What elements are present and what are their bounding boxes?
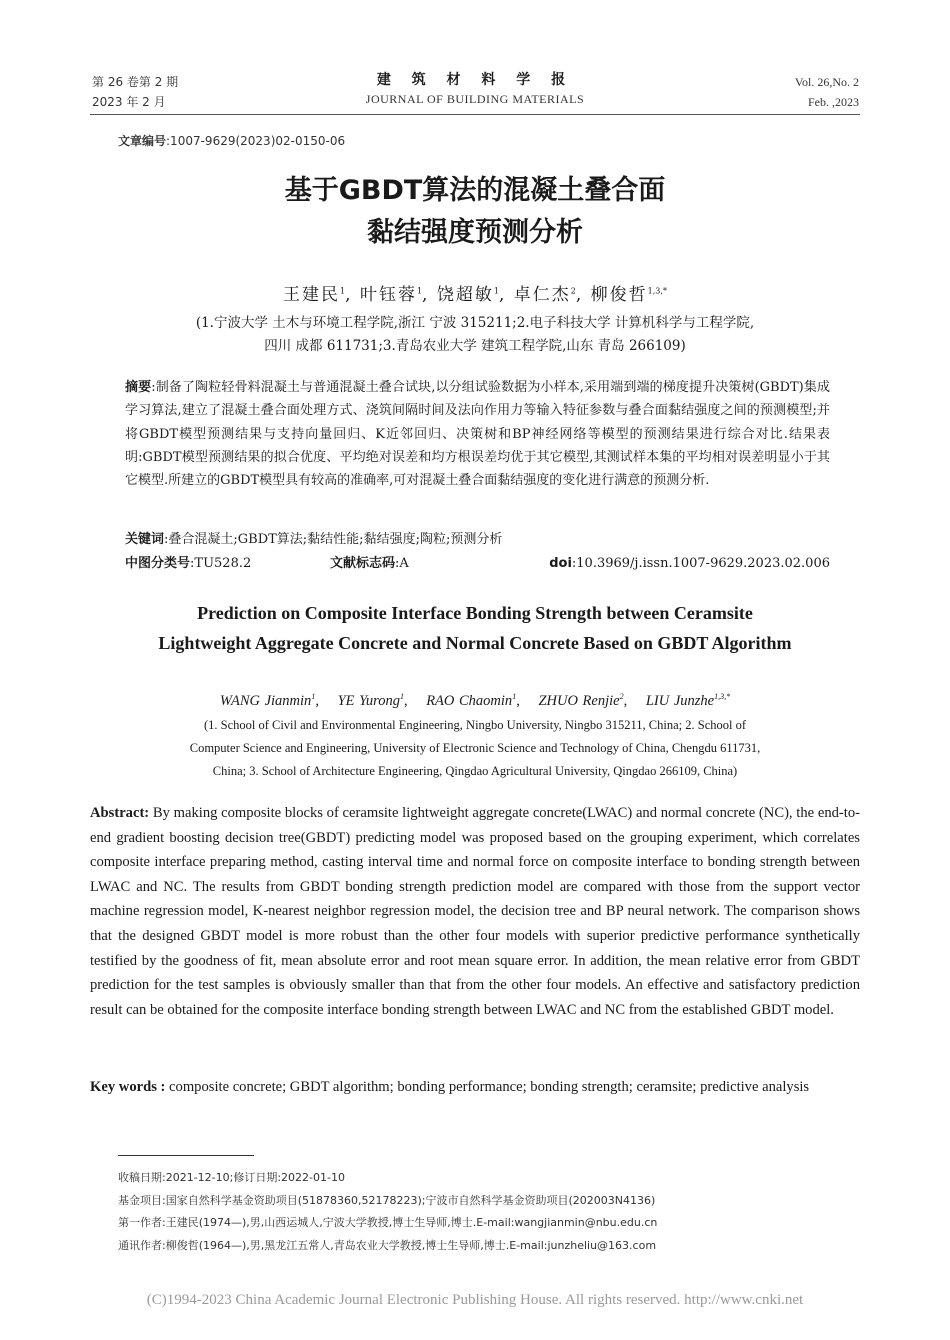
authors-cn xyxy=(0,278,950,308)
header-issue-info-en xyxy=(795,72,859,112)
author-en: ZHUO Renjie$^2$, xyxy=(538,692,628,709)
affiliation-cn-line: 四川 成都 611731;3.青岛农业大学 建筑工程学院,山东 青岛 266109) xyxy=(264,338,686,354)
keywords-en xyxy=(90,1075,860,1100)
abstract-cn-text: :制备了陶粒轻骨料混凝土与普通混凝土叠合试块,以分组试验数据为小样本,采用端到端的梯度提升决策树(GBDT)集成学习算法,建立了混凝土叠合面处理方式、浇筑间隔时间及法向作用力等输入特征参数与叠合面黏结强度之间的预测模型;并将GBDT模型预测结果与支持向量回归、K近邻回归、决策树和BP神经网络等模型的预测结果进行综合对比.结果表明:GBDT模型预测结果的拟合优度、平均绝对误差和均方根误差均优于其它模型,其测试样本集的平均相对误差明显小于其它模型.所建立的GBDT模型具有较高的准确率,可对混凝土叠合面黏结强度的变化进行满意的预测分析. xyxy=(125,380,830,489)
author-cn: 饶超敏$^1$, xyxy=(436,284,507,305)
footnote-divider xyxy=(118,1155,254,1156)
abstract-en-label: Abstract: xyxy=(90,805,150,821)
header-volume-en: Vol. 26,No. 2 xyxy=(794,75,859,89)
title-cn xyxy=(0,170,950,254)
abstract-cn xyxy=(125,376,830,492)
author-en: WANG Jianmin$^1$, xyxy=(219,692,319,709)
keywords-cn-label: 关键词 xyxy=(125,532,165,547)
footnotes xyxy=(118,1167,858,1257)
footnote-corresponding-author: 通讯作者:柳俊哲(1964—),男,黑龙江五常人,青岛农业大学教授,博士生导师,博士.E-mail:junzheliu@163.com xyxy=(118,1238,657,1252)
keywords-en-label: Key words : xyxy=(90,1079,166,1095)
title-en-line2: Lightweight Aggregate Concrete and Normal Concrete Based on GBDT Algorithm xyxy=(158,633,792,653)
footnote-funding: 基金项目:国家自然科学基金资助项目(51878360,52178223);宁波市自然科学基金资助项目(202003N4136) xyxy=(118,1193,656,1207)
footnote-received: 收稿日期:2021-12-10;修订日期:2022-01-10 xyxy=(118,1171,345,1184)
keywords-en-text: composite concrete; GBDT algorithm; bonding performance; bonding strength; ceramsite; predictive analysis xyxy=(165,1079,810,1095)
author-cn: 卓仁杰$^2$, xyxy=(513,284,584,305)
footnote-first-author: 第一作者:王建民(1974—),男,山西运城人,宁波大学教授,博士生导师,博士.E-mail:wangjianmin@nbu.edu.cn xyxy=(118,1216,658,1229)
copyright-notice: (C)1994-2023 China Academic Journal Electronic Publishing House. All rights reserved. http://www.cnki.net xyxy=(146,1292,804,1308)
header-date-en: Feb. ,2023 xyxy=(808,95,859,109)
journal-name-cn: 建 筑 材 料 学 报 xyxy=(376,72,574,88)
author-en: LIU Junzhe$^{1,3,*}$ xyxy=(645,692,731,709)
abstract-en xyxy=(90,801,860,1022)
abstract-en-text: By making composite blocks of ceramsite lightweight aggregate concrete(LWAC) and normal concrete (NC), the end-to-end gradient boosting decision tree(GBDT) predicting model was proposed based on the grouping experiment, which correlates composite interface preparing method, casting interval time and normal force on composite interface to bonding strength between LWAC and NC. The results from GBDT bonding strength prediction model are compared with those from the support vector machine regression model, K-nearest neighbor regression model, the decision tree and BP neural network. The comparison shows that the designed GBDT model is more robust than the other four models with superior predictive performance synthetically testified by the goodness of fit, mean absolute error and root mean square error. In addition, the mean relative error from GBDT prediction for the test samples is obviously smaller than that from the other four models. An effective and satisfactory prediction result can be obtained for the composite interface bonding strength between LWAC and NC from the established GBDT model. xyxy=(90,805,860,1018)
affiliation-en-line: Computer Science and Engineering, University of Electronic Science and Technology of China, Chengdu 611731, xyxy=(189,741,761,755)
title-en xyxy=(0,598,950,658)
author-cn: 王建民$^1$, xyxy=(283,284,353,305)
header-date: 2023 年 2 月 xyxy=(92,95,166,109)
header-volume: 第 26 卷第 2 期 xyxy=(92,75,179,89)
affiliation-en-line: (1. School of Civil and Environmental Engineering, Ningbo University, Ningbo 315211, China; 2. School of xyxy=(203,718,747,732)
affiliation-cn-line: (1.宁波大学 土木与环境工程学院,浙江 宁波 315211;2.电子科技大学 计算机科学与工程学院, xyxy=(195,315,755,331)
affiliation-en-line: China; 3. School of Architecture Engineering, Qingdao Agricultural University, Qingdao 266109, China) xyxy=(212,764,738,778)
clc-number: 中图分类号:TU528.2 xyxy=(125,556,252,571)
title-en-line1: Prediction on Composite Interface Bonding Strength between Ceramsite xyxy=(197,603,753,623)
keywords-cn xyxy=(125,528,830,551)
article-number xyxy=(118,132,345,149)
author-cn: 柳俊哲$^{1,3,*}$ xyxy=(590,284,667,305)
authors-en xyxy=(0,686,950,712)
journal-name-en: JOURNAL OF BUILDING MATERIALS xyxy=(365,92,585,106)
author-en: YE Yurong$^1$, xyxy=(337,692,408,709)
author-en: RAO Chaomin$^1$, xyxy=(426,692,520,709)
doi: doi:10.3969/j.issn.1007-9629.2023.02.006 xyxy=(549,556,830,571)
document-code: 文献标志码:A xyxy=(330,556,409,571)
abstract-cn-label: 摘要 xyxy=(125,380,152,395)
keywords-cn-text: :叠合混凝土;GBDT算法;黏结性能;黏结强度;陶粒;预测分析 xyxy=(164,532,503,547)
article-number-label: 文章编号 xyxy=(118,134,167,148)
header-divider xyxy=(90,114,860,115)
article-number-value: :1007-9629(2023)02-0150-06 xyxy=(166,134,346,148)
title-cn-line2: 黏结强度预测分析 xyxy=(367,217,583,248)
title-cn-line1: 基于GBDT算法的混凝土叠合面 xyxy=(284,175,666,206)
affiliations-cn xyxy=(0,312,950,358)
affiliations-en xyxy=(0,714,950,783)
author-cn: 叶钰蓉$^1$, xyxy=(359,284,430,305)
